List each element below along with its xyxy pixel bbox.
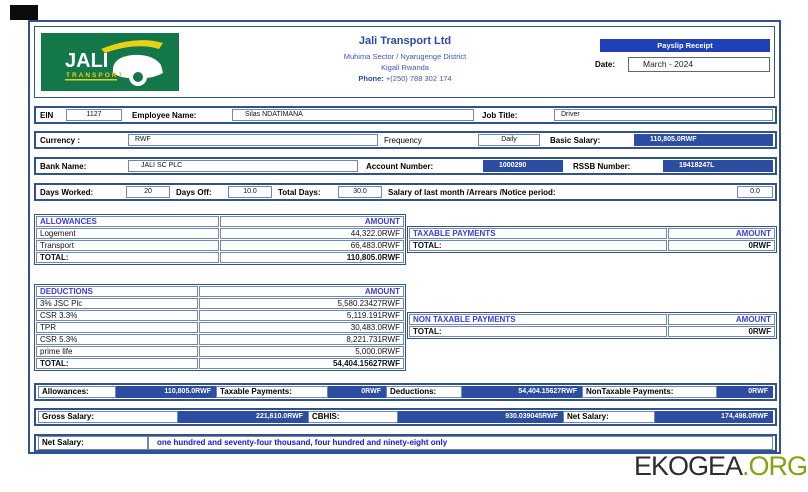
total-amount: 54,404.15627RWF bbox=[199, 358, 404, 369]
taxable-amount-header: AMOUNT bbox=[668, 228, 775, 239]
deduction-amount: 30,483.0RWF bbox=[199, 322, 404, 333]
deductions-amount-header: AMOUNT bbox=[199, 286, 404, 297]
deduction-label: prime life bbox=[36, 346, 198, 357]
payslip-receipt-banner: Payslip Receipt bbox=[600, 39, 770, 52]
employee-row bbox=[34, 106, 777, 124]
logo-title-text: JALI bbox=[65, 50, 109, 72]
employee-name-label: Employee Name: bbox=[132, 110, 197, 120]
job-title-label: Job Title: bbox=[482, 110, 518, 120]
phone-value: +(250) 788 302 174 bbox=[385, 74, 452, 83]
payslip-header bbox=[34, 26, 775, 98]
allowances-title: ALLOWANCES bbox=[36, 216, 219, 227]
allowances-total-row bbox=[36, 252, 404, 263]
currency-row bbox=[34, 131, 777, 149]
nontaxable-amount-header: AMOUNT bbox=[668, 314, 775, 325]
date-label: Date: bbox=[595, 60, 616, 69]
nontaxable-header-row bbox=[409, 314, 775, 325]
bank-row bbox=[34, 157, 777, 175]
table-row bbox=[36, 228, 404, 239]
net-words-text: one hundred and seventy-four thousand, four hundred and ninety-eight only bbox=[148, 436, 773, 450]
net-words-row bbox=[34, 434, 777, 452]
deductions-title: DEDUCTIONS bbox=[36, 286, 198, 297]
date-field: March - 2024 bbox=[628, 57, 770, 72]
taxable-title: TAXABLE PAYMENTS bbox=[409, 228, 667, 239]
deduction-amount: 5,119.191RWF bbox=[199, 310, 404, 321]
logo-graphic bbox=[41, 33, 179, 91]
taxable-header-row bbox=[409, 228, 775, 239]
rssb-number-label: RSSB Number: bbox=[573, 161, 631, 171]
summary-taxable-label: Taxable Payments: bbox=[216, 386, 328, 398]
currency-label: Currency : bbox=[40, 135, 81, 145]
cbhis-label: CBHIS: bbox=[308, 411, 398, 423]
allowance-label: Logement bbox=[36, 228, 219, 239]
days-worked-label: Days Worked: bbox=[40, 187, 94, 197]
nontaxable-total-row bbox=[409, 326, 775, 337]
employee-name-field: Silas NDATIMANA bbox=[232, 109, 474, 121]
summary-nontaxable-label: NonTaxable Payments: bbox=[582, 386, 717, 398]
total-label: TOTAL: bbox=[36, 358, 198, 369]
days-off-label: Days Off: bbox=[176, 187, 212, 197]
bank-name-label: Bank Name: bbox=[40, 161, 87, 171]
allowances-table bbox=[34, 214, 406, 265]
phone-label: Phone: bbox=[358, 74, 384, 83]
days-off-field: 10.0 bbox=[228, 186, 272, 198]
totals-row bbox=[34, 408, 777, 426]
ein-field: 1127 bbox=[66, 109, 122, 121]
days-worked-field: 20 bbox=[126, 186, 170, 198]
company-phone bbox=[245, 73, 565, 84]
watermark-dark: EKOGEA bbox=[634, 451, 743, 481]
allowances-amount-header: AMOUNT bbox=[220, 216, 404, 227]
total-amount: 110,805.0RWF bbox=[220, 252, 404, 263]
deductions-total-row bbox=[36, 358, 404, 369]
total-label: TOTAL: bbox=[409, 240, 667, 251]
watermark-green: .ORG bbox=[742, 451, 808, 481]
payslip-document bbox=[28, 20, 781, 454]
total-label: TOTAL: bbox=[36, 252, 219, 263]
deduction-label: TPR bbox=[36, 322, 198, 333]
total-days-label: Total Days: bbox=[278, 187, 321, 197]
allowances-header-row bbox=[36, 216, 404, 227]
total-days-field: 30.0 bbox=[338, 186, 382, 198]
taxable-total-row bbox=[409, 240, 775, 251]
net-salary-label: Net Salary: bbox=[563, 411, 655, 423]
cbhis-value: 930.039045RWF bbox=[398, 411, 563, 423]
summary-row bbox=[34, 383, 777, 401]
summary-nontaxable-value: 0RWF bbox=[717, 386, 773, 398]
summary-taxable-value: 0RWF bbox=[328, 386, 386, 398]
rssb-number-value: 19418247L bbox=[663, 160, 773, 172]
summary-deductions-label: Deductions: bbox=[386, 386, 462, 398]
bank-name-field: JALI SC PLC bbox=[128, 160, 358, 172]
summary-allowances-value: 110,805.0RWF bbox=[116, 386, 216, 398]
deduction-amount: 5,000.0RWF bbox=[199, 346, 404, 357]
allowance-amount: 44,322.0RWF bbox=[220, 228, 404, 239]
job-title-field: Driver bbox=[554, 109, 773, 121]
company-logo bbox=[41, 33, 179, 91]
nontaxable-title: NON TAXABLE PAYMENTS bbox=[409, 314, 667, 325]
deduction-label: CSR 3.3% bbox=[36, 310, 198, 321]
arrears-label: Salary of last month /Arrears /Notice period: bbox=[388, 187, 556, 197]
allowance-amount: 66,483.0RWF bbox=[220, 240, 404, 251]
table-row bbox=[36, 298, 404, 309]
account-number-label: Account Number: bbox=[366, 161, 434, 171]
arrears-field: 0.0 bbox=[737, 186, 773, 198]
company-name: Jali Transport Ltd bbox=[358, 35, 452, 47]
frequency-field: Daily bbox=[478, 134, 540, 146]
table-row bbox=[36, 346, 404, 357]
taxable-payments-table bbox=[407, 226, 777, 253]
table-row bbox=[36, 240, 404, 251]
summary-deductions-value: 54,404.15627RWF bbox=[462, 386, 582, 398]
summary-allowances-label: Allowances: bbox=[38, 386, 116, 398]
table-row bbox=[36, 322, 404, 333]
deduction-label: 3% JSC Plc bbox=[36, 298, 198, 309]
company-address-line1: Muhima Sector / Nyarugenge District bbox=[343, 52, 467, 61]
table-row bbox=[36, 334, 404, 345]
basic-salary-value: 110,805.0RWF bbox=[634, 134, 773, 146]
company-address-line2: Kigali Rwanda bbox=[381, 63, 429, 72]
logo-subtitle-text: TRANSPORT bbox=[66, 72, 125, 79]
corner-mark bbox=[10, 5, 38, 20]
net-salary-value: 174,498.0RWF bbox=[655, 411, 773, 423]
account-number-value: 1000290 bbox=[483, 160, 563, 172]
watermark bbox=[634, 451, 807, 482]
days-row bbox=[34, 183, 777, 201]
basic-salary-label: Basic Salary: bbox=[550, 135, 601, 145]
net-words-label: Net Salary: bbox=[38, 436, 148, 450]
nontaxable-payments-table bbox=[407, 312, 777, 339]
total-label: TOTAL: bbox=[409, 326, 667, 337]
deduction-amount: 8,221.731RWF bbox=[199, 334, 404, 345]
table-row bbox=[36, 310, 404, 321]
gross-salary-value: 221,610.0RWF bbox=[178, 411, 308, 423]
total-amount: 0RWF bbox=[668, 240, 775, 251]
frequency-label: Frequency bbox=[384, 135, 422, 145]
total-amount: 0RWF bbox=[668, 326, 775, 337]
ein-label: EIN bbox=[40, 110, 54, 120]
allowance-label: Transport bbox=[36, 240, 219, 251]
deductions-header-row bbox=[36, 286, 404, 297]
deduction-label: CSR 5.3% bbox=[36, 334, 198, 345]
deduction-amount: 5,580.23427RWF bbox=[199, 298, 404, 309]
gross-salary-label: Gross Salary: bbox=[38, 411, 178, 423]
company-info bbox=[245, 35, 565, 84]
currency-field: RWF bbox=[128, 134, 378, 146]
deductions-table bbox=[34, 284, 406, 371]
